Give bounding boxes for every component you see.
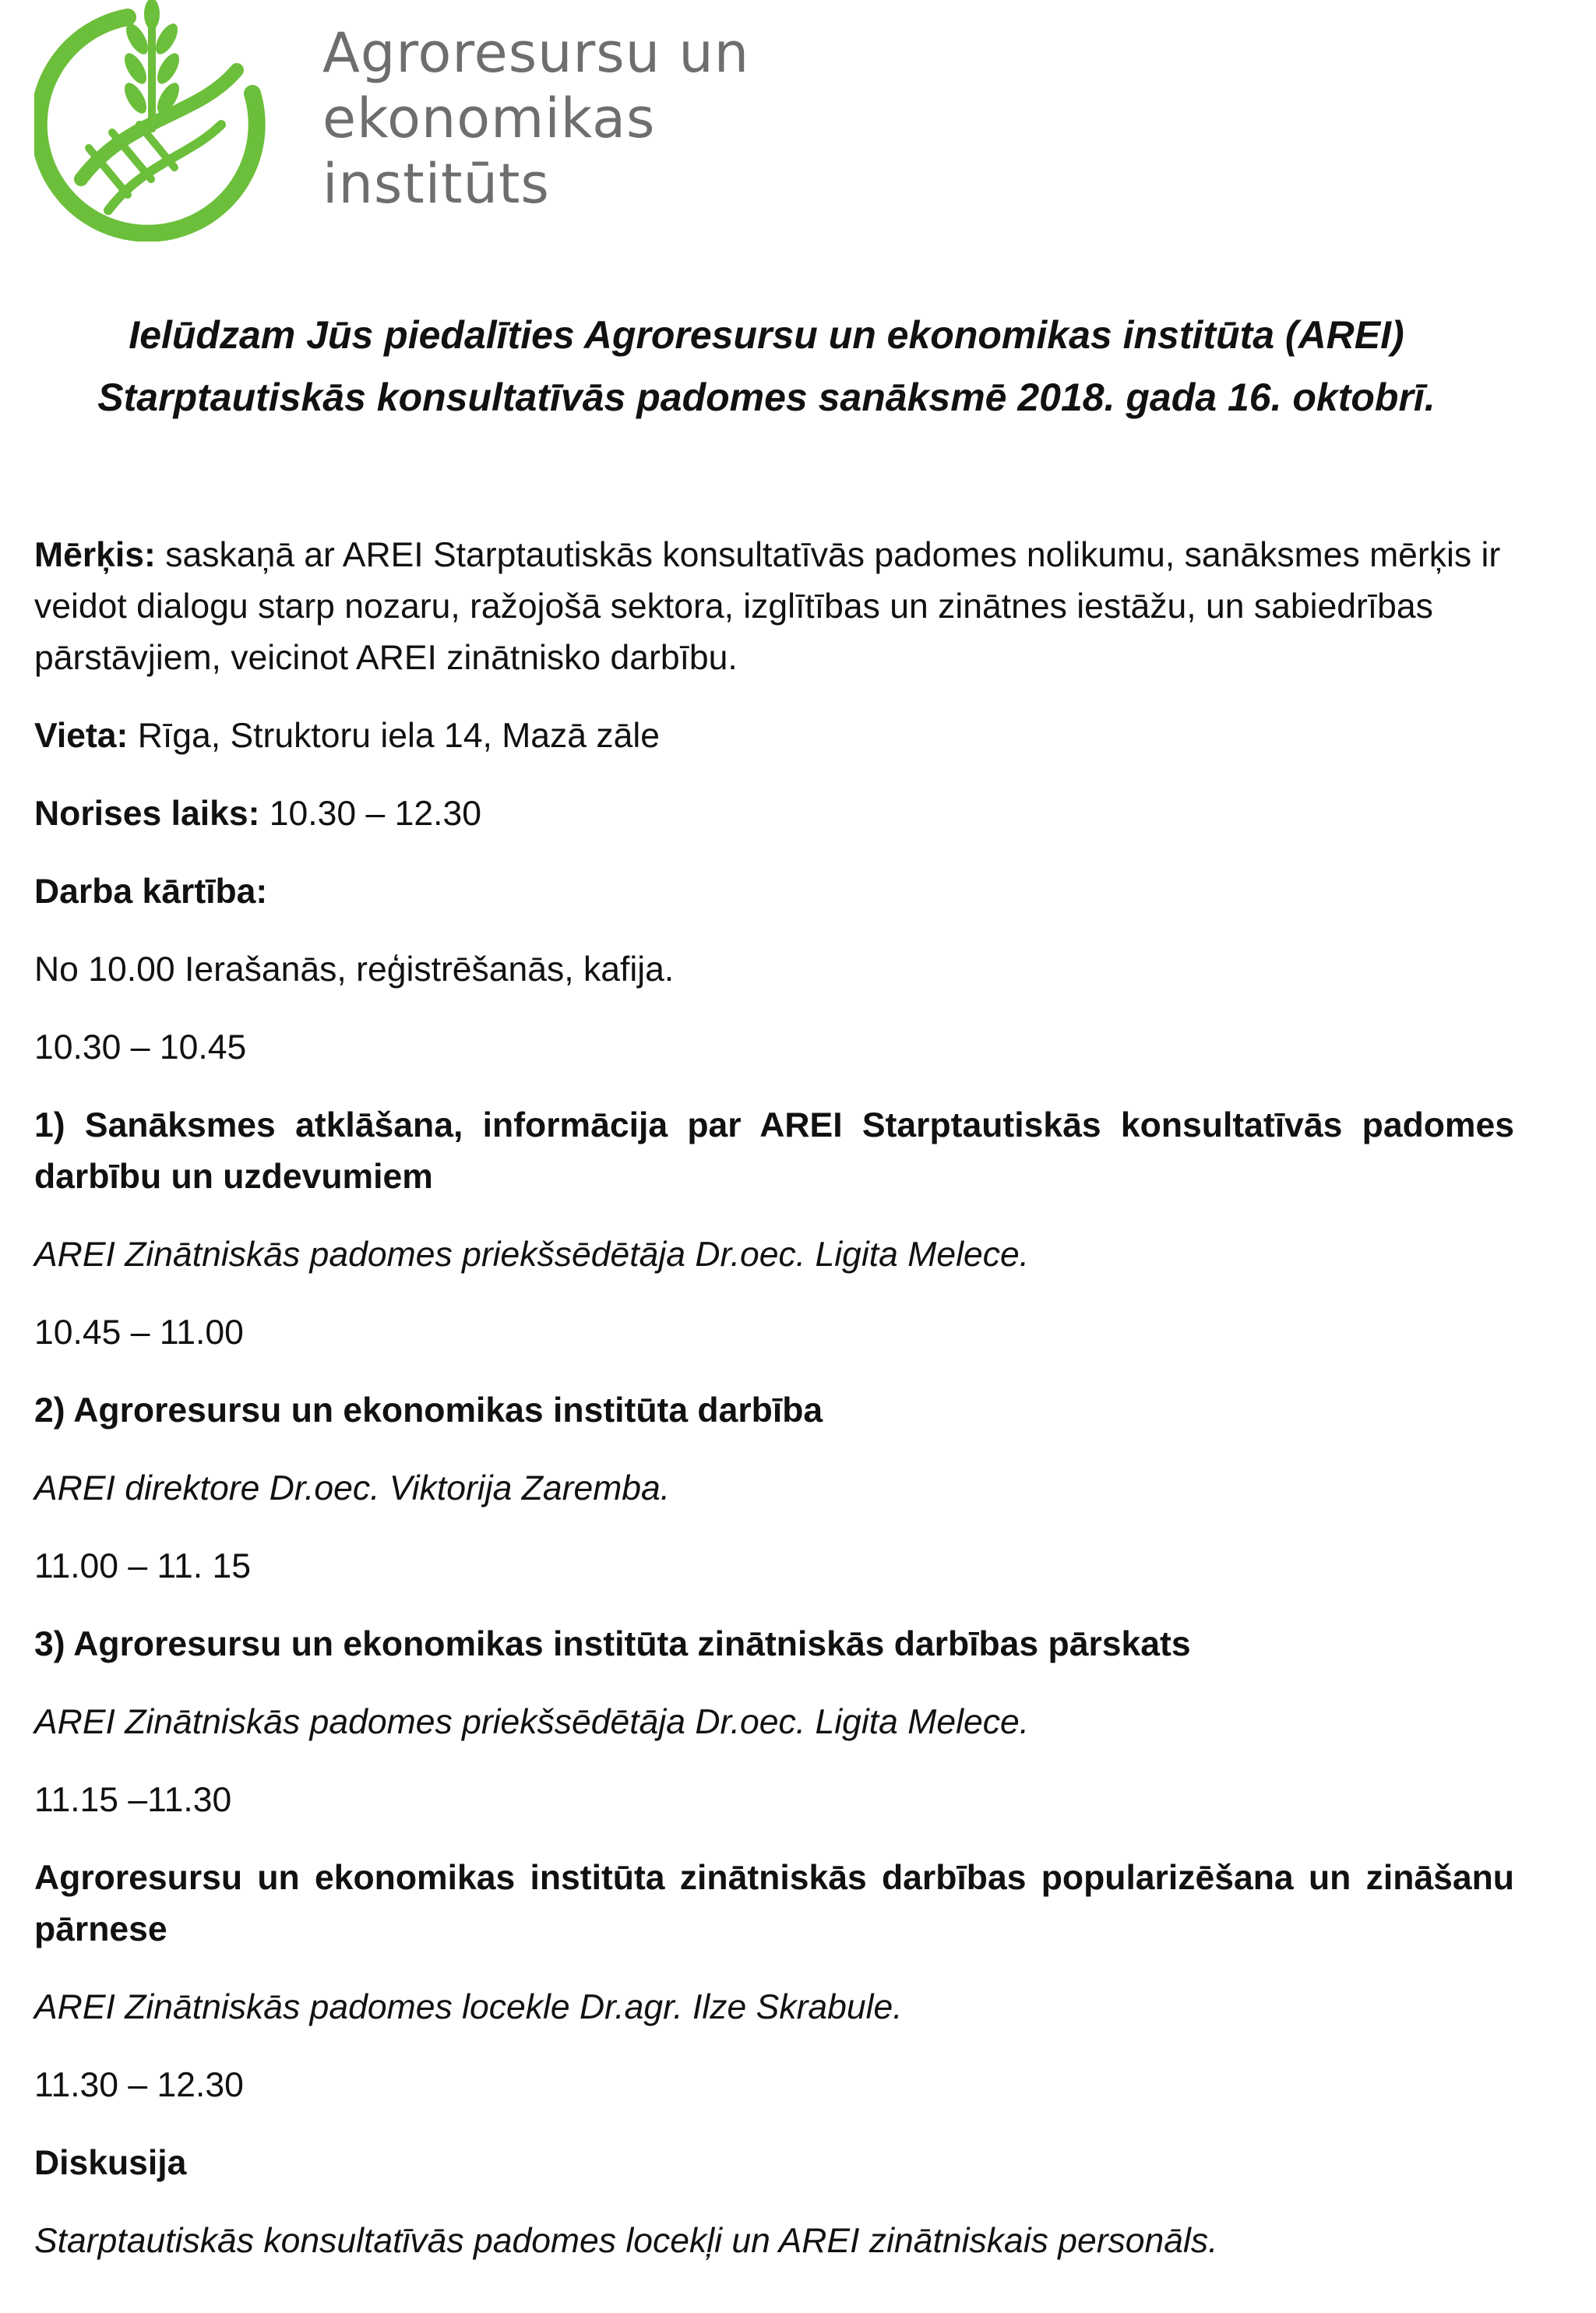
agenda-item-1-speaker: AREI Zinātniskās padomes priekšsēdētāja Dr.oec. Ligita Melece. — [34, 1236, 1030, 1274]
venue-paragraph — [34, 710, 1514, 762]
goal-text: saskaņā ar AREI Starptautiskās konsultatīvās padomes nolikumu, sanāksmes mērķis ir veidot dialogu starp nozaru, ražojošā sektora, izglītības un zinātnes iestāžu, un sabiedrības pārstāvjiem, veicinot AREI zinātnisko darbību. — [34, 536, 1501, 677]
logo-line-1: Agroresursu un — [322, 21, 750, 85]
venue-text: Rīga, Struktoru iela 14, Mazā zāle — [128, 717, 661, 755]
logo-wordmark — [322, 20, 749, 217]
agenda-item-4-time: 11.15 –11.30 — [34, 1781, 232, 1819]
goal-label: Mērķis: — [34, 536, 156, 574]
goal-paragraph — [34, 530, 1514, 684]
title-line-2: Starptautiskās konsultatīvās padomes sanāksmē 2018. gada 16. oktobrī. — [97, 376, 1436, 419]
invitation-title — [34, 304, 1499, 428]
agenda-item-1-time: 10.30 – 10.45 — [34, 1028, 247, 1067]
institute-logo — [34, 0, 813, 249]
agenda-item-2-speaker: AREI direktore Dr.oec. Viktorija Zaremba. — [34, 1469, 671, 1507]
agenda-item-4-speaker: AREI Zinātniskās padomes locekle Dr.agr. Ilze Skrabule. — [34, 1988, 903, 2026]
time-label: Norises laiks: — [34, 795, 260, 833]
venue-label: Vieta: — [34, 717, 129, 755]
title-line-1: Ielūdzam Jūs piedalīties Agroresursu un ekonomikas institūta (AREI) — [129, 313, 1404, 357]
time-paragraph — [34, 788, 1514, 840]
wheat-circle-logo-icon — [34, 0, 276, 242]
agenda-item-4-title: Agroresursu un ekonomikas institūta zinātniskās darbības popularizēšana un zināšanu pārnese — [34, 1859, 1514, 1948]
agenda-item-5-speaker: Starptautiskās konsultatīvās padomes locekļi un AREI zinātniskais personāls. — [34, 2222, 1218, 2260]
document-body — [34, 530, 1514, 2267]
logo-line-3: institūts — [322, 152, 550, 216]
agenda-item-3-time: 11.00 – 11. 15 — [34, 1547, 251, 1585]
agenda-item-5-time: 11.30 – 12.30 — [34, 2066, 244, 2104]
agenda-arrival: No 10.00 Ierašanās, reģistrēšanās, kafija. — [34, 950, 675, 989]
time-text: 10.30 – 12.30 — [259, 795, 481, 833]
agenda-item-3-title: 3) Agroresursu un ekonomikas institūta zinātniskās darbības pārskats — [34, 1625, 1191, 1663]
agenda-item-2-time: 10.45 – 11.00 — [34, 1313, 244, 1352]
agenda-item-3-speaker: AREI Zinātniskās padomes priekšsēdētāja Dr.oec. Ligita Melece. — [34, 1703, 1030, 1741]
agenda-item-5-title: Diskusija — [34, 2144, 187, 2182]
agenda-label: Darba kārtība: — [34, 873, 268, 911]
agenda-item-1-title: 1) Sanāksmes atklāšana, informācija par AREI Starptautiskās konsultatīvās padomes darbību un uzdevumiem — [34, 1106, 1514, 1196]
logo-line-2: ekonomikas — [322, 86, 656, 150]
agenda-item-2-title: 2) Agroresursu un ekonomikas institūta darbība — [34, 1391, 823, 1430]
